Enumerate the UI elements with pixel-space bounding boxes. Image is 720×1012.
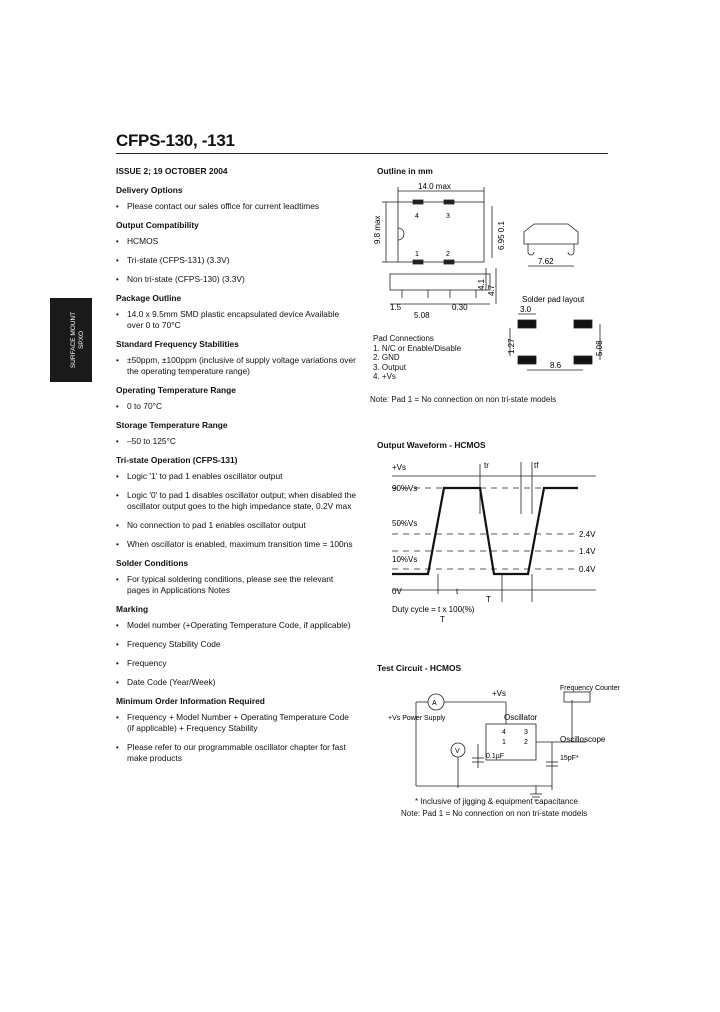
bullet-item: • Tri-state (CFPS-131) (3.3V) [116, 255, 356, 266]
dim-1-5: 1.5 [390, 303, 402, 312]
bullet-item: • No connection to pad 1 enables oscillator output [116, 520, 356, 531]
wave-t: t [456, 587, 459, 596]
wave-tr: tr [484, 461, 489, 470]
spec-column [116, 166, 356, 772]
tc-vs: +Vs [492, 689, 507, 698]
dim-h2: 4.7 [487, 284, 496, 296]
wave-50: 50%Vs [392, 519, 418, 528]
tc-pin3: 3 [524, 729, 528, 736]
pad-conn-4: 4. +Vs [373, 372, 396, 381]
bullet-item: • ±50ppm, ±100ppm (inclusive of supply voltage variations over the operating temperature range) [116, 355, 356, 377]
tc-cap2: 15pF* [560, 755, 579, 762]
tc-pin4: 4 [502, 729, 506, 736]
pad-bottom-right: 2 [446, 251, 450, 258]
pad-conn-2: 2. GND [373, 353, 400, 362]
tc-freq-counter: Frequency Counter [560, 685, 620, 692]
solder-5-08: 5.08 [595, 340, 604, 356]
pad-top-right: 3 [446, 213, 450, 220]
bullet-item: • Frequency [116, 658, 356, 669]
dim-5-08: 5.08 [414, 311, 430, 320]
bullet-item: • Model number (+Operating Temperature Code, if applicable) [116, 620, 356, 631]
waveform-heading: Output Waveform - HCMOS [377, 440, 486, 450]
dim-pitch: 6.95 0.1 [497, 221, 506, 250]
bullet-item: • Please refer to our programmable oscillator chapter for fast make products [116, 742, 356, 764]
wave-duty-den: T [440, 615, 445, 624]
section-heading: Minimum Order Information Required [116, 696, 265, 706]
bullet-item: • Non tri-state (CFPS-130) (3.3V) [116, 274, 356, 285]
dim-0-30: 0.30 [452, 303, 468, 312]
dim-h1: 4.1 [477, 278, 486, 290]
section-heading: Solder Conditions [116, 558, 189, 568]
wave-1-4v: 1.4V [579, 547, 596, 556]
wave-2-4v: 2.4V [579, 530, 596, 539]
dim-height: 9.8 max [373, 215, 382, 244]
bullet-item: • Please contact our sales office for current leadtimes [116, 201, 356, 212]
wave-tcap: T [486, 595, 491, 604]
side-tab-line2: SPXO [78, 330, 85, 350]
tc-oscillator: Oscillator [504, 713, 538, 722]
outline-note: Note: Pad 1 = No connection on non tri-state models [370, 395, 557, 404]
bullet-item: • 14.0 x 9.5mm SMD plastic encapsulated device Available over 0 to 70°C [116, 309, 356, 331]
section-heading: Output Compatibility [116, 220, 199, 230]
dim-width: 14.0 max [418, 182, 451, 191]
section-heading: Package Outline [116, 293, 182, 303]
tc-voltmeter: V [455, 748, 460, 755]
bullet-item: • Frequency + Model Number + Operating Temperature Code (if applicable) + Frequency Stability [116, 712, 356, 734]
title-rule [116, 153, 608, 154]
section-heading: Standard Frequency Stabilities [116, 339, 239, 349]
bullet-item: • When oscillator is enabled, maximum transition time = 100ns [116, 539, 356, 550]
issue-date: ISSUE 2; 19 OCTOBER 2004 [116, 166, 228, 176]
wave-tf: tf [534, 461, 539, 470]
section-heading: Operating Temperature Range [116, 385, 236, 395]
side-tab [50, 298, 92, 382]
pad-conn-1: 1. N/C or Enable/Disable [373, 343, 462, 353]
section-heading: Tri-state Operation (CFPS-131) [116, 455, 238, 465]
tc-cap1: 0.1µF [486, 753, 505, 760]
bullet-item: • Date Code (Year/Week) [116, 677, 356, 688]
tc-ammeter: A [432, 700, 437, 707]
section-heading: Marking [116, 604, 149, 614]
tc-power-supply: +Vs Power Supply [388, 715, 446, 722]
bullet-item: • 0 to 70°C [116, 401, 356, 412]
outline-heading: Outline in mm [377, 166, 433, 176]
pad-connections [373, 334, 503, 382]
pad-top-left: 4 [415, 213, 419, 220]
wave-vs: +Vs [392, 463, 407, 472]
solder-1-27: 1.27 [507, 338, 516, 354]
tc-footnote: * Inclusive of jigging & equipment capacitance [415, 797, 578, 806]
tc-note: Note: Pad 1 = No connection on non tri-state models [401, 809, 588, 818]
solder-heading: Solder pad layout [522, 295, 585, 304]
bullet-item: • HCMOS [116, 236, 356, 247]
wave-duty: Duty cycle = t x 100(%) [392, 605, 475, 614]
bullet-item: • For typical soldering conditions, please see the relevant pages in Applications Notes [116, 574, 356, 596]
pad-bottom-left: 1 [415, 251, 419, 258]
waveform-diagram [386, 454, 608, 624]
solder-3-0: 3.0 [520, 305, 532, 314]
bullet-item: • Logic '1' to pad 1 enables oscillator output [116, 471, 356, 482]
wave-90: 90%Vs [392, 484, 418, 493]
solder-8-6: 8.6 [550, 361, 562, 370]
page-title: CFPS-130, -131 [116, 131, 235, 150]
wave-0-4v: 0.4V [579, 565, 596, 574]
bullet-item: • Logic '0' to pad 1 disables oscillator output; when disabled the oscillator output goes to the high impedance state, 0.2V max [116, 490, 356, 512]
pad-conn-3: 3. Output [373, 362, 406, 372]
tc-pin1: 1 [502, 739, 506, 746]
spec-sections [116, 185, 356, 764]
pad-conn-heading: Pad Connections [373, 334, 434, 343]
tc-scope: Oscilloscope [560, 735, 606, 744]
bullet-item: • –50 to 125°C [116, 436, 356, 447]
side-tab-line1: SURFACE MOUNT [70, 311, 77, 369]
section-heading: Storage Temperature Range [116, 420, 228, 430]
test-circuit-heading: Test Circuit - HCMOS [377, 663, 462, 673]
tc-pin2: 2 [524, 739, 528, 746]
wave-0v: 0V [392, 587, 402, 596]
section-heading: Delivery Options [116, 185, 183, 195]
dim-side-width: 7.62 [538, 257, 554, 266]
wave-10: 10%Vs [392, 555, 418, 564]
bullet-item: • Frequency Stability Code [116, 639, 356, 650]
